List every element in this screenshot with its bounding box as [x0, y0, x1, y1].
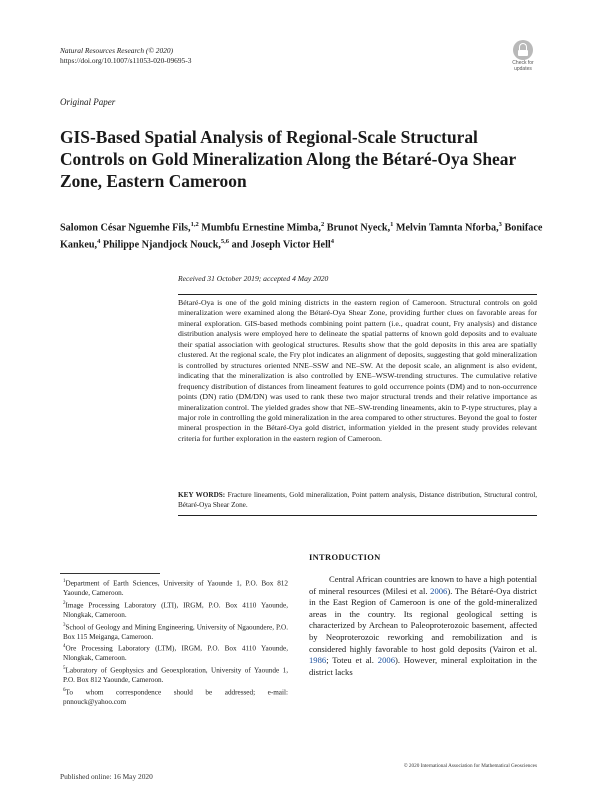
- journal-name: Natural Resources Research (© 2020): [60, 46, 174, 55]
- bookmark-icon: [513, 40, 533, 60]
- citation-link[interactable]: 1986: [309, 655, 327, 666]
- author-name: Melvin Tamnta Nforba,: [395, 222, 499, 234]
- author-name: Philippe Njandjock Nouck,: [102, 239, 221, 251]
- doi-link[interactable]: https://doi.org/10.1007/s11053-020-09695-3: [60, 56, 192, 65]
- received-dates: Received 31 October 2019; accepted 4 May 2020: [178, 274, 329, 283]
- footnote: [60, 686, 288, 708]
- author-name: Brunot Nyeck,: [326, 222, 391, 234]
- footnote-text: Image Processing Laboratory (LTI), IRGM, P.O. Box 4110 Yaounde, Nlongkak, Cameroon.: [63, 601, 288, 619]
- check-for-updates-badge[interactable]: [508, 40, 538, 74]
- introduction-paragraph: [309, 574, 537, 678]
- badge-line-1: Check for: [512, 60, 534, 66]
- footnote-text: Ore Processing Laboratory (LTM), IRGM, P.O. Box 4110 Yaounde, Nlongkak, Cameroon.: [63, 644, 288, 663]
- affiliation-footnotes: [60, 577, 288, 708]
- footnote: [60, 642, 288, 664]
- author-name: Mumbfu Ernestine Mimba,: [201, 222, 321, 234]
- keywords-label: KEY WORDS:: [178, 491, 226, 499]
- intro-text: ). However, mineral exploitation in the district lacks: [309, 655, 537, 677]
- footnote-mark: 4: [63, 644, 66, 650]
- journal-header: [60, 46, 191, 66]
- footnote-divider: [60, 573, 160, 574]
- author-affiliation-mark: 3: [498, 221, 502, 228]
- badge-line-2: updates: [514, 65, 532, 72]
- author-name: and Joseph Victor Hell: [231, 239, 331, 251]
- footnote-mark: 2: [63, 600, 66, 606]
- keywords-text: Fracture lineaments, Gold mineralization, Point pattern analysis, Distance distribution, Structural control, Bétaré-Oya Shear Zone.: [178, 491, 538, 509]
- intro-text: ). The Bétaré-Oya district in the East Region of Cameroon is one of the gold-mineralized areas in the country. Its regional geological setting is characterized by Archean to Paleoproterozoic basement, affected by Neoproterozoic reworking and remobilization and is considered highly favorable to host gold deposits (Vairon et al.: [309, 585, 537, 654]
- footnote-text: Laboratory of Geophysics and Geoexploration, University of Yaounde 1, P.O. Box 812 Yaounde, Cameroon.: [63, 666, 288, 685]
- footnote-text: School of Geology and Mining Engineering, University of Ngaoundere, P.O. Box 115 Meiganga, Cameroon.: [63, 622, 288, 641]
- citation-link[interactable]: 2006: [377, 655, 395, 666]
- footnote-mark: 6: [63, 687, 66, 693]
- keywords: [178, 491, 537, 510]
- author-affiliation-mark: 2: [320, 221, 325, 228]
- author-name: Boniface Kankeu,: [60, 222, 543, 251]
- published-date: Published online: 16 May 2020: [60, 772, 153, 781]
- intro-text: ; Toteu et al.: [326, 655, 378, 666]
- author-affiliation-mark: 4: [97, 237, 101, 245]
- footnote: [60, 664, 288, 686]
- abstract: [178, 294, 537, 444]
- footnote-text: To whom correspondence should be addressed; e-mail: pnnouck@yahoo.com: [63, 688, 288, 707]
- author-affiliation-mark: 5,6: [220, 237, 230, 245]
- footnote-text: Department of Earth Sciences, University of Yaounde 1, P.O. Box 812 Yaounde, Cameroon.: [63, 579, 288, 598]
- article-type: Original Paper: [60, 97, 116, 107]
- footnote-mark: 1: [63, 579, 66, 584]
- author-affiliation-mark: 1,2: [190, 221, 199, 228]
- author-affiliation-mark: 4: [330, 237, 334, 245]
- author-list: [60, 218, 545, 252]
- footnote: [60, 599, 288, 621]
- paper-title: GIS-Based Spatial Analysis of Regional-Scale Structural Controls on Gold Mineralization Along the Bétaré-Oya Shear Zone, Eastern Cameroon: [60, 127, 516, 191]
- author-name: Salomon César Nguemhe Fils,: [60, 222, 191, 234]
- intro-text: Central African countries are known to have a high potential of mineral resources (Milesi et al.: [309, 574, 537, 596]
- footnote: [60, 577, 288, 599]
- section-heading: INTRODUCTION: [309, 552, 381, 562]
- footnote-mark: 5: [63, 666, 66, 672]
- footnote-mark: 3: [63, 622, 66, 628]
- copyright-notice: © 2020 International Association for Mathematical Geosciences: [403, 763, 537, 769]
- keywords-divider: [178, 515, 537, 516]
- author-affiliation-mark: 1: [390, 221, 394, 228]
- citation-link[interactable]: 2006: [430, 585, 448, 596]
- footnote: [60, 621, 288, 643]
- abstract-text: Bétaré-Oya is one of the gold mining districts in the eastern region of Cameroon. Structural controls on gold mineralization were examined along the Bétaré-Oya Shear Zone, providing further clues on favorable areas for mineral exploration. GIS-based methods combining point pattern (i.e., quadrat count, Fry analysis) and distance distribution analysis were employed here to delineate the spatial patterns of known gold deposits and to evaluate their spatial association with geological structures. Results show that the gold deposits in this area are spatially clustered. At the regional scale, the Fry plot indicates an alignment of deposits, suggesting that gold mineralization is controlled by structures oriented NNE–SSW and NE–SW. At the deposit scale, an alignment is also evident, indicating that the mineralization is also controlled by ENE–WSW-trending structures. The cumulative relative frequency distribution of distances from lineament features to gold occurrence points (DM) and to non-occurrence points (DN) ratio (DM/DN) was used to rank these two major structural trends and their relative importance as mineralization control. The yielded grades show that NE–SW-trending lineaments, akin to P-type structures, play a major role in controlling the gold mineralization in the area compared to other structures. Beyond the goal to foster mineral prospection in the Bétaré-Oya gold district, information yielded in the present study provides relevant criteria for further exploration in the eastern region of Cameroon.: [178, 298, 537, 443]
